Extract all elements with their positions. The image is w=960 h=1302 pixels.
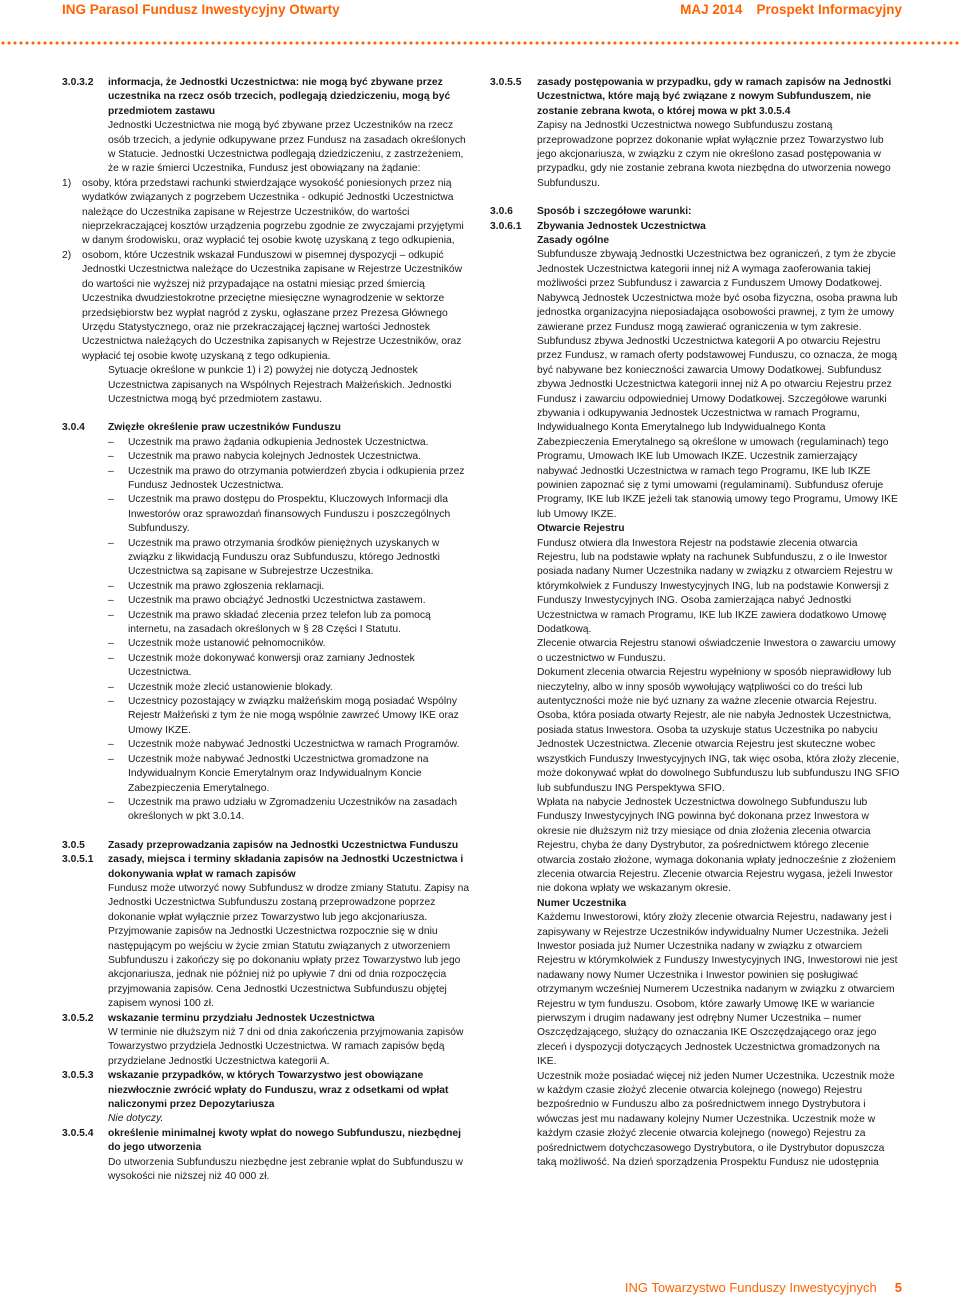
section-number: 3.0.6 xyxy=(490,206,513,218)
section-heading: wskazanie przypadków, w których Towarzystwo jest obowiązane niezwłocznie zwrócić wpłaty do Funduszu, wraz z odsetkami od wpłat naliczonymi przez Depozytariusza xyxy=(108,1070,449,1111)
section-heading: Zasady przeprowadzania zapisów na Jednostki Uczestnictwa Funduszu xyxy=(108,839,459,851)
section-heading: wskazanie terminu przydziału Jednostek Uczestnictwa xyxy=(108,1012,375,1024)
fund-title: ING Parasol Fundusz Inwestycyjny Otwarty xyxy=(62,2,340,17)
section-heading: zasady postępowania w przypadku, gdy w ramach zapisów na Jednostki Uczestnictwa, które mają być związane z nowym Subfunduszem, nie zostanie zebrana kwota, o której mowa w pkt 3.0.5.4 xyxy=(537,77,892,117)
list-item: – Uczestnik ma prawo udziału w Zgromadzeniu Uczestników na zasadach określonych w pkt 3.0.14. xyxy=(108,796,472,825)
section-number: 3.0.5.4 xyxy=(62,1127,94,1139)
list-item: – Uczestnik ma prawo obciążyć Jednostki Uczestnictwa zastawem. xyxy=(108,594,472,608)
list-item: – Uczestnik może zlecić ustanowienie blokady. xyxy=(108,681,472,695)
section-number: 3.0.3.2 xyxy=(62,77,94,88)
section-number: 3.0.5.1 xyxy=(62,854,94,866)
section-heading: zasady, miejsca i terminy składania zapisów na Jednostki Uczestnictwa i dokonywania wpłat w ramach zapisów xyxy=(108,854,464,880)
page-footer xyxy=(625,1280,902,1295)
page-number: 5 xyxy=(894,1280,902,1295)
section-3-0-5-1 xyxy=(62,853,472,1011)
left-column xyxy=(62,76,472,1184)
header-date: MAJ 2014 xyxy=(680,2,743,17)
section-3-0-5 xyxy=(62,839,472,853)
list-item: – Uczestnik ma prawo otrzymania środków pieniężnych uzyskanych w związku z likwidacją Funduszu oraz Subfunduszu, którego Jednostki Uczestnictwa są zapisane w Subrejestrze Uczestnika. xyxy=(108,537,472,580)
list-item: – Uczestnik ma prawo nabycia kolejnych Jednostek Uczestnictwa. xyxy=(108,450,472,464)
right-column xyxy=(490,76,900,1170)
list-item: – Uczestnik ma prawo do otrzymania potwierdzeń zbycia i odkupienia przez Fundusz Jednostek Uczestnictwa. xyxy=(108,465,472,494)
rights-list xyxy=(108,436,472,825)
paragraph: Do utworzenia Subfunduszu niezbędne jest zebranie wpłat do Subfunduszu w wysokości nie niższej niż 40 000 zł. xyxy=(108,1156,463,1183)
paragraph: Wpłata na nabycie Jednostek Uczestnictwa dowolnego Subfunduszu lub Funduszy Inwestycyjnych ING powinna być dokonana przez Inwestora w okresie nie dłuższym niż trzy miesiące od dnia złożenia zlecenia otwarcia Rejestru, chyba że dany Dystrybutor, za pośrednictwem którego zlecenie otwarcia zostało złożone, wymaga dokonania wpłaty jednocześnie z złożeniem zlecenia otwarcia Rejestru. Zlecenie otwarcia Rejestru wygasa, jeżeli Inwestor nie dokona wpłaty we wskazanym okresie. xyxy=(537,796,896,895)
list-item: – Uczestnik może nabywać Jednostki Uczestnictwa w ramach Programów. xyxy=(108,738,472,752)
section-heading: określenie minimalnej kwoty wpłat do nowego Subfunduszu, niezbędnej do jego utworzenia xyxy=(108,1127,461,1154)
paragraph: Każdemu Inwestorowi, który złoży zlecenie otwarcia Rejestru, nadawany jest i zapisywany w Rejestrze Uczestników indywidualny Numer Uczestnika. Jeżeli Inwestor posiada już Numer Uczestnika nadany w związku z otwarciem Rejestru w którymkolwiek z Funduszy Inwestycyjnych ING, Inwestorowi nie jest nadawany nowy Numer Uczestnika i Inwestor powinien się posługiwać otrzymanym wcześniej Numerem Uczestnika nadanym w związku z otwarciem Rejestru w tym funduszu. Osobom, które zawarły Umowę IKE w wariancie pierwszym i drugim nadawany jest odrębny Numer Uczestnika – numer Oszczędzającego, służący do oznaczania IKE Oszczędzającego oraz jego zleceń i dyspozycji dotyczących Jednostek Uczestnictwa gromadzonych na IKE. xyxy=(537,912,898,1068)
list-item: – Uczestnik ma prawo żądania odkupienia Jednostek Uczestnictwa. xyxy=(108,436,472,450)
list-item: – Uczestnik może dokonywać konwersji oraz zamiany Jednostek Uczestnictwa. xyxy=(108,652,472,681)
subheading: Zasady ogólne xyxy=(537,235,610,247)
section-number: 3.0.6.1 xyxy=(490,220,522,232)
paragraph: Subfundusze zbywają Jednostki Uczestnictwa bez ograniczeń, z tym że zbycie Jednostek Uczestnictwa kategorii innej niż A wymaga zaoferowania takiej możliwości przez Subfundusz i zawarcia z Funduszem Umowy Dodatkowej. xyxy=(537,249,896,290)
paragraph: Zapisy na Jednostki Uczestnictwa nowego Subfunduszu zostaną przeprowadzone poprzez dokonanie wpłat wyłącznie przez Towarzystwo lub jego akcjonariusza, w związku z czym nie określono zasad postępowania w przypadku, gdy nie zostanie zebrana kwota niezbędna do utworzenia nowego Subfunduszu. xyxy=(537,120,891,189)
paragraph: Fundusz otwiera dla Inwestora Rejestr na podstawie zlecenia otwarcia Rejestru, lub na podstawie wpłaty na rachunek Subfunduszu, z o ile Inwestor posiada nadany Numer Uczestnika nadany w związku z otwarciem Rejestru w którymkolwiek z Funduszy Inwestycyjnych ING, lub na podstawie Konwersji z Funduszy Inwestycyjnych ING. Osoba zamierzająca nabyć Jednostki Uczestnictwa w ramach Programu, IKE lub IKZE zawiera dodatkowo Umowę Dodatkową. xyxy=(537,537,893,636)
section-3-0-6-1 xyxy=(490,220,900,1171)
page-header xyxy=(0,0,960,24)
section-number: 3.0.5.3 xyxy=(62,1070,94,1082)
section-heading: informacja, że Jednostki Uczestnictwa: nie mogą być zbywane przez uczestnika na rzecz osób trzecich, podlegają dziedziczeniu, mogą być przedmiotem zastawu xyxy=(108,77,451,117)
paragraph: Uczestnik może posiadać więcej niż jeden Numer Uczestnika. Uczestnik może w każdym czasie złożyć zlecenie otwarcia kolejnego (nowego) Rejestru bezpośrednio w Funduszu albo za pośrednictwem innego Dystrybutora i wówczas jest mu nadawany kolejny Numer Uczestnika. Uczestnik może w każdym czasie złożyć zlecenie otwarcia kolejnego (nowego) Rejestru za pośrednictwem dotychczasowego Dystrybutora, o ile Dystrybutor dopuszcza taką możliwość. Na dzień sporządzenia Prospektu Fundusz nie udostępnia xyxy=(537,1070,895,1169)
section-3-0-4 xyxy=(62,421,472,824)
header-doc: Prospekt Informacyjny xyxy=(756,2,902,17)
footer-company: ING Towarzystwo Funduszy Inwestycyjnych xyxy=(624,1280,877,1295)
section-3-0-5-2 xyxy=(62,1012,472,1070)
paragraph: Nie dotyczy. xyxy=(108,1113,164,1125)
list-item: – Uczestnik może ustanowić pełnomocników. xyxy=(108,637,472,651)
list-item: – Uczestnik ma prawo składać zlecenia przez telefon lub za pomocą internetu, na zasadach określonych w § 28 Części I Statutu. xyxy=(108,609,472,638)
section-3-0-3-2 xyxy=(62,76,472,177)
paragraph: W terminie nie dłuższym niż 7 dni od dnia zakończenia przyjmowania zapisów Towarzystwo przydziela Jednostki Uczestnictwa. W ramach zapisów będą przydzielane Jednostki Uczestnictwa kategorii A. xyxy=(108,1027,464,1067)
section-number: 3.0.5.2 xyxy=(62,1012,94,1024)
list-item: – Uczestnicy pozostający w związku małżeńskim mogą posiadać Wspólny Rejestr Małżeński z tym że nie mogą wspólnie zawrzeć Umowy IKE oraz Umowy IKZE. xyxy=(108,695,472,738)
section-heading: Zbywania Jednostek Uczestnictwa xyxy=(537,220,706,232)
paragraph: Jednostki Uczestnictwa nie mogą być zbywane przez Uczestników na rzecz osób trzecich, a jedynie odkupywane przez Fundusz na zasadach określonych w Statucie. Jednostki Uczestnictwa podlegają dziedziczeniu, z zastrzeżeniem, że w razie śmierci Uczestnika, Fundusz jest obowiązany na żądanie: xyxy=(108,120,466,175)
list-item: – Uczestnik ma prawo dostępu do Prospektu, Kluczowych Informacji dla Inwestorów oraz sprawozdań finansowych Funduszu i poszczególnych Subfunduszy. xyxy=(108,493,472,536)
section-number: 3.0.5.5 xyxy=(490,77,522,88)
paragraph: Dokument zlecenia otwarcia Rejestru wypełniony w sposób nieprawidłowy lub nieczytelny, albo w inny sposób wywołujący wątpliwości co do treści lub autentyczności może nie być uznany za ważne zlecenie otwarcia Rejestru. Osoba, która posiada otwarty Rejestr, ale nie nabyła Jednostek Uczestnictwa, posiada status Inwestora. Osoba ta uzyskuje status Uczestnika po nabyciu Jednostek Uczestnictwa. Zlecenie otwarcia Rejestru jest skuteczne wobec wszystkich Funduszy Inwestycyjnych ING, tak więc osoba, która złoży zlecenie, może dokonywać wpłat do dowolnego Subfunduszu lub subfunduszu ING SFIO lub subfunduszu ING Perspektywa SFIO. xyxy=(537,667,900,794)
section-3-0-5-4 xyxy=(62,1127,472,1185)
paragraph: Fundusz może utworzyć nowy Subfundusz w drodze zmiany Statutu. Zapisy na Jednostki Uczestnictwa Subfunduszu zostaną przeprowadzone poprzez dokonanie wpłat wyłącznie przez Towarzystwo lub jego akcjonariusza. Przyjmowanie zapisów na Jednostki Uczestnictwa rozpocznie się w dniu następującym po wejściu w życie zmian Statutu związanych z utworzeniem Subfunduszu i zakończy się po dokonaniu wpłaty przez Towarzystwo lub jego akcjonariusza, jednak nie później niż po upływie 7 dni od dnia rozpoczęcia przyjmowania zapisów. Cena Jednostki Uczestnictwa Subfunduszu objętej zapisem wynosi 100 zł. xyxy=(108,882,470,1010)
subheading: Otwarcie Rejestru xyxy=(537,523,625,535)
section-heading: Zwięzłe określenie praw uczestników Funduszu xyxy=(108,422,341,434)
section-3-0-5-3 xyxy=(62,1069,472,1127)
header-right xyxy=(666,2,902,17)
list-item: 2) osobom, które Uczestnik wskazał Funduszowi w pisemnej dyspozycji – odkupić Jednostki Uczestnictwa należące do Uczestnika zapisane w Rejestrze Uczestników do wartości nie wyższej niż przypadające na ostatni miesiąc przed śmiercią Uczestnika dwudziestokrotne przeciętne miesięczne wynagrodzenie w sektorze przedsiębiorstw bez wypłat nagród z zysku, ogłaszane przez Prezesa Głównego Urzędu Statystycznego, oraz nie przekraczającej łącznej wartości Jednostek Uczestnictwa należących do Uczestnika zapisanych w Rejestrze Uczestników, oraz wypłacić tej osobie kwotę uzyskaną z tego odkupienia. xyxy=(62,249,463,362)
subheading: Numer Uczestnika xyxy=(537,897,627,909)
section-heading: Sposób i szczegółowe warunki: xyxy=(537,206,692,218)
section-3-0-5-5 xyxy=(490,76,900,191)
section-3-0-6 xyxy=(490,205,900,219)
paragraph: Subfundusz zbywa Jednostki Uczestnictwa kategorii A po otwarciu Rejestru przez Fundusz, w ramach oferty podstawowej Funduszu, co oznacza, że mogą być nabywane bez konieczności zawarcia Umowy Dodatkowej. Subfundusz zbywa Jednostki Uczestnictwa kategorii innej niż A po otwarciu Rejestru przez Fundusz i zawarciu odpowiedniej Umowy Dodatkowej. Szczegółowe warunki zbywania i odkupywania Jednostek Uczestnictwa w ramach Programu, Indywidualnego Konta Emerytalnego lub Indywidualnego Konta Zabezpieczenia Emerytalnego są określone w umowach (regulaminach) tego Programu, Umowach IKE lub Umowach IKZE. Uczestnik zamierzający nabywać Jednostki Uczestnictwa w ramach tego Programu, IKE lub IKZE powinien zapoznać się z tymi umowami (regulaminami). Subfundusz oferuje Programy, IKE lub IKZE jeżeli tak stanowią umowy tego Programu, Umowy IKE lub Umowy IKZE. xyxy=(537,335,898,520)
paragraph: Sytuacje określone w punkcie 1) i 2) powyżej nie dotyczą Jednostek Uczestnictwa zapisanych na Wspólnych Rejestrach Małżeńskich. Jednostki Uczestnictwa mogą być przedmiotem zastawu. xyxy=(108,365,452,405)
inheritance-list xyxy=(62,177,472,364)
dotted-divider xyxy=(0,41,960,45)
section-number: 3.0.5 xyxy=(62,839,85,851)
list-item: – Uczestnik może nabywać Jednostki Uczestnictwa gromadzone na Indywidualnym Koncie Emerytalnym oraz Indywidualnym Koncie Zabezpieczenia Emerytalnego. xyxy=(108,753,472,796)
paragraph: Nabywcą Jednostek Uczestnictwa może być osoba fizyczna, osoba prawna lub jednostka organizacyjna nieposiadająca osobowości prawnej, z tym że umowy zawierane przez Fundusz mogą zawierać ograniczenia w tym zakresie. xyxy=(537,292,898,333)
list-item: 1) osoby, która przedstawi rachunki stwierdzające wysokość poniesionych przez nią wydatków związanych z pogrzebem Uczestnika - odkupić Jednostki Uczestnictwa należące do Uczestnika zapisane w Rejestrze Uczestników, do wartości nieprzekraczającej kosztów urządzenia pogrzebu zgodnie ze zwyczajami przyjętymi w danym środowisku, oraz wypłacić tej osobie kwotę uzyskaną z tego odkupienia, xyxy=(62,177,464,247)
list-item: – Uczestnik ma prawo zgłoszenia reklamacji. xyxy=(108,580,472,594)
section-number: 3.0.4 xyxy=(62,422,85,434)
paragraph: Zlecenie otwarcia Rejestru stanowi oświadczenie Inwestora o zawarciu umowy o uczestnictwo w Funduszu. xyxy=(537,638,896,664)
